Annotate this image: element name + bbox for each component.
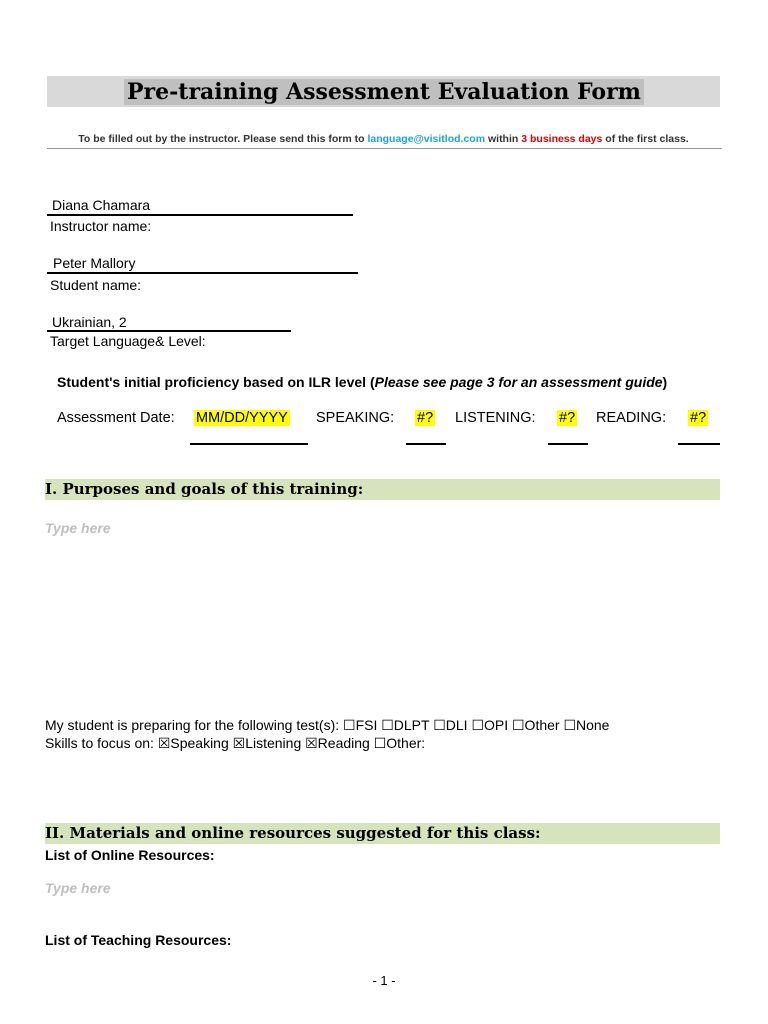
reading-label: READING: bbox=[596, 410, 667, 426]
instructor-name-underline bbox=[47, 214, 353, 216]
online-resources-label: List of Online Resources: bbox=[45, 847, 215, 863]
listening-field[interactable]: #? bbox=[559, 410, 576, 426]
email-link[interactable]: language@visitlod.com bbox=[367, 133, 486, 145]
instructions-prefix: To be filled out by the instructor. Please send this form to bbox=[78, 133, 368, 145]
purposes-text-field[interactable]: Type here bbox=[45, 520, 111, 536]
tests-checkbox-line[interactable]: My student is preparing for the following test(s): ☐FSI ☐DLPT ☐DLI ☐OPI ☐Other ☐None bbox=[45, 717, 610, 733]
speaking-underline bbox=[406, 443, 446, 445]
instructions-mid: within bbox=[485, 133, 522, 145]
instructions-divider bbox=[47, 148, 722, 149]
reading-underline bbox=[678, 443, 720, 445]
teaching-resources-label: List of Teaching Resources: bbox=[45, 932, 232, 948]
page-title: Pre-training Assessment Evaluation Form bbox=[0, 77, 768, 107]
speaking-label: SPEAKING: bbox=[316, 410, 395, 426]
page-number: - 1 - bbox=[372, 973, 396, 988]
student-name-field[interactable]: Peter Mallory bbox=[53, 255, 136, 271]
proficiency-heading: Student's initial proficiency based on ILR level (Please see page 3 for an assessment guide) bbox=[57, 374, 668, 390]
listening-underline bbox=[548, 443, 588, 445]
target-language-label: Target Language& Level: bbox=[50, 333, 206, 349]
instructor-name-label: Instructor name: bbox=[50, 218, 152, 234]
instructor-name-field[interactable]: Diana Chamara bbox=[52, 197, 151, 213]
student-name-underline bbox=[47, 272, 358, 274]
instructions-suffix: of the first class. bbox=[602, 133, 689, 145]
student-name-label: Student name: bbox=[50, 277, 142, 293]
assessment-guide-note: Please see page 3 for an assessment guide bbox=[374, 374, 663, 390]
skills-checkbox-line[interactable]: Skills to focus on: ☒Speaking ☒Listening ☒Reading ☐Other: bbox=[45, 735, 426, 751]
assessment-date-label: Assessment Date: bbox=[57, 410, 175, 426]
speaking-field[interactable]: #? bbox=[417, 410, 434, 426]
section-materials-heading: II. Materials and online resources suggested for this class: bbox=[45, 823, 720, 844]
date-underline bbox=[190, 443, 308, 445]
section-purposes-heading: I. Purposes and goals of this training: bbox=[45, 479, 720, 500]
instructions bbox=[47, 133, 720, 145]
target-language-underline bbox=[47, 330, 291, 332]
assessment-date-field[interactable]: MM/DD/YYYY bbox=[196, 410, 288, 426]
listening-label: LISTENING: bbox=[455, 410, 536, 426]
deadline-text: 3 business days bbox=[521, 133, 603, 145]
target-language-field[interactable]: Ukrainian, 2 bbox=[52, 314, 127, 330]
online-resources-text-field[interactable]: Type here bbox=[45, 880, 111, 896]
reading-field[interactable]: #? bbox=[690, 410, 707, 426]
